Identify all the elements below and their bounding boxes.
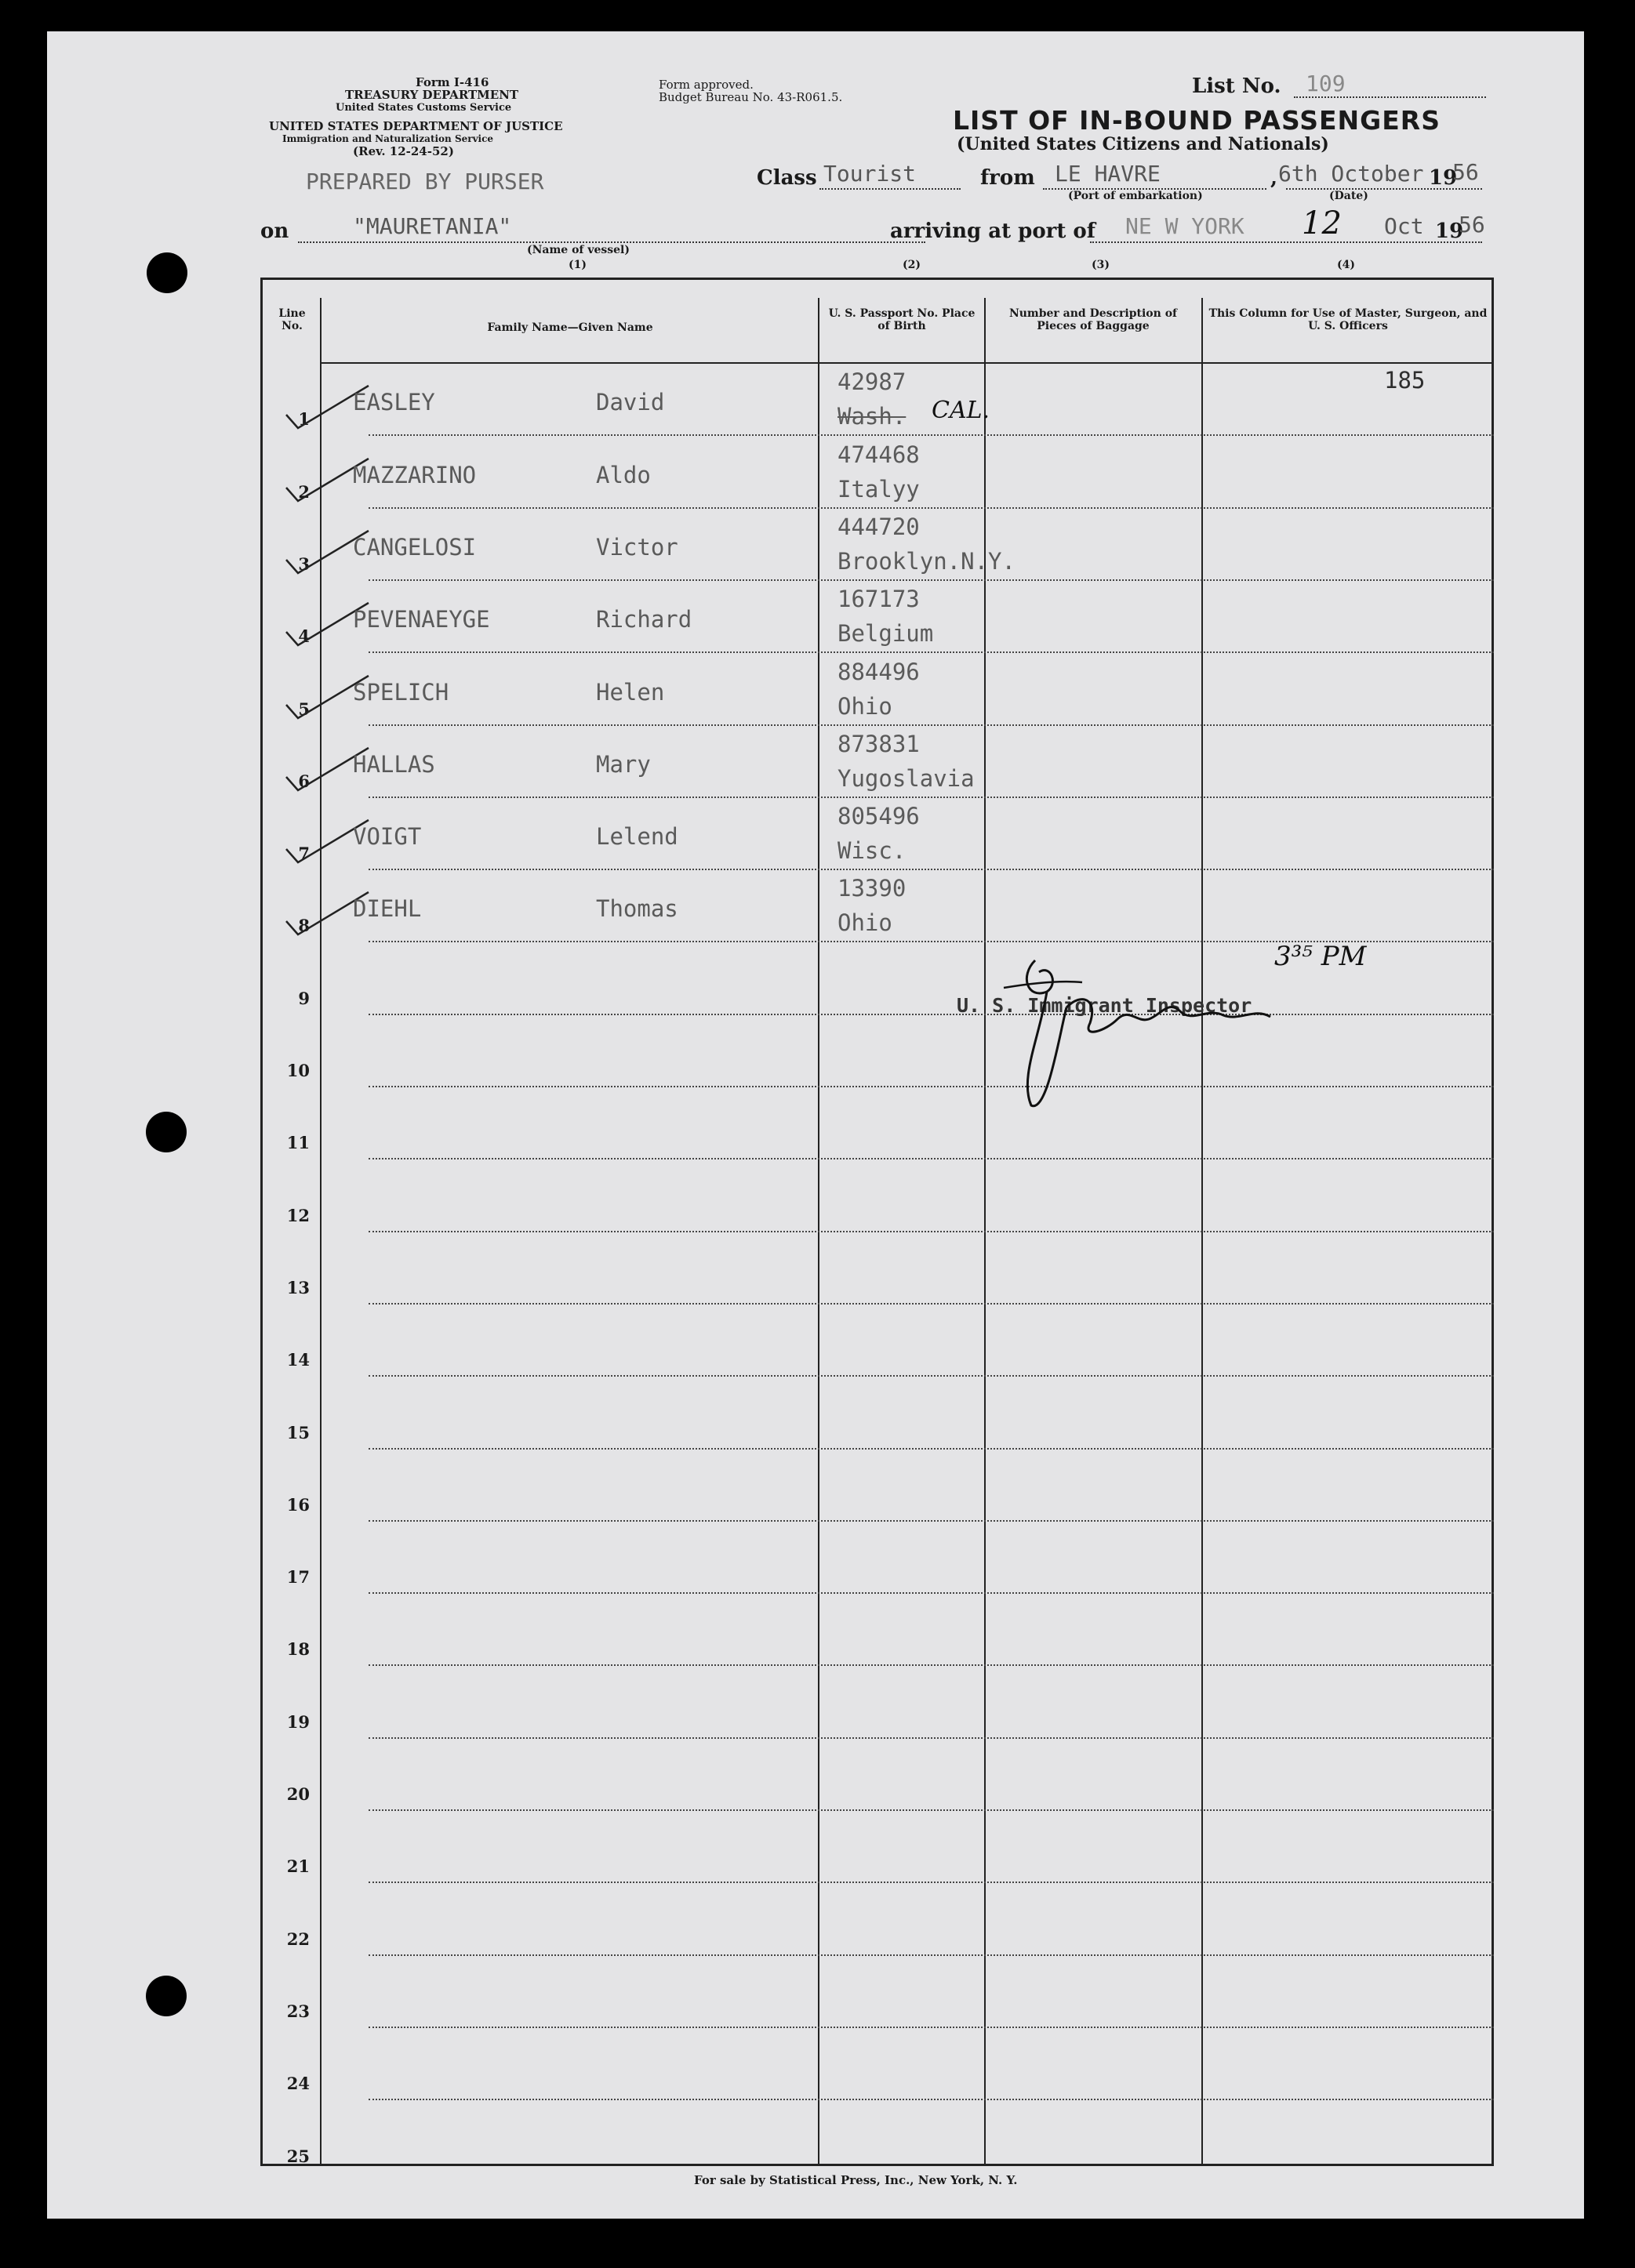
arriving-label: arriving at port of xyxy=(890,220,1095,243)
family-name: SPELICH xyxy=(353,678,449,706)
row-rule xyxy=(369,434,1494,436)
passport-number: 444720 xyxy=(837,513,920,540)
justice-dept: UNITED STATES DEPARTMENT OF JUSTICE xyxy=(269,119,563,133)
place-of-birth: Brooklyn.N.Y. xyxy=(837,547,1016,575)
treasury-dept: TREASURY DEPARTMENT xyxy=(345,88,519,102)
comma: , xyxy=(1270,166,1278,190)
row-rule xyxy=(369,1520,1494,1522)
passport-number: 474468 xyxy=(837,441,920,468)
line-number: 5 xyxy=(298,699,310,719)
given-name: Mary xyxy=(596,750,651,778)
line-number: 24 xyxy=(286,2074,310,2094)
row-rule xyxy=(369,797,1494,798)
embark-caption: (Port of embarkation) xyxy=(1068,190,1203,202)
line-number: 2 xyxy=(298,481,310,502)
row-rule xyxy=(369,651,1494,653)
list-no-value: 109 xyxy=(1306,71,1346,96)
line-number: 25 xyxy=(286,2146,310,2166)
line-number: 11 xyxy=(286,1133,310,1153)
footer-imprint: For sale by Statistical Press, Inc., New York, N. Y. xyxy=(694,2173,1018,2187)
on-label: on xyxy=(260,220,289,243)
place-of-birth: Ohio xyxy=(837,909,892,937)
line-number: 19 xyxy=(286,1711,310,1732)
inspection-time: 3³⁵ PM xyxy=(1274,941,1367,972)
line-number: 22 xyxy=(286,1929,310,1949)
given-name: Thomas xyxy=(596,895,678,923)
line-number: 16 xyxy=(286,1494,310,1515)
punch-hole-middle xyxy=(146,1112,187,1152)
customs-service: United States Customs Service xyxy=(336,102,512,114)
place-of-birth: Ohio xyxy=(837,692,892,720)
birth-correction: CAL. xyxy=(932,397,990,425)
row-rule xyxy=(369,1954,1494,1956)
passport-number: 42987 xyxy=(837,368,907,396)
line-number: 1 xyxy=(298,409,310,430)
date-caption: (Date) xyxy=(1329,190,1368,202)
family-name: VOIGT xyxy=(353,823,422,851)
given-name: Aldo xyxy=(596,461,651,488)
col1-number: (1) xyxy=(569,259,587,271)
col4-number: (4) xyxy=(1337,259,1355,271)
punch-hole-bottom xyxy=(146,1976,187,2016)
family-name: PEVENAEYGE xyxy=(353,606,490,633)
col-passport: U. S. Passport No. Place of Birth xyxy=(828,307,976,332)
form-number: Form I-416 xyxy=(416,75,489,89)
place-of-birth: Wisc. xyxy=(837,837,907,865)
passport-number: 873831 xyxy=(837,730,920,757)
family-name: CANGELOSI xyxy=(353,533,477,561)
col-baggage: Number and Description of Pieces of Baggage xyxy=(1008,307,1178,332)
arrival-year-typed: 56 xyxy=(1459,212,1485,238)
officer-note: 185 xyxy=(1384,367,1426,394)
line-number: 13 xyxy=(286,1277,310,1297)
date-year-print: 19 xyxy=(1429,166,1458,190)
row-rule xyxy=(369,2099,1494,2100)
row-rule xyxy=(369,1737,1494,1739)
from-value: LE HAVRE xyxy=(1055,161,1161,187)
ins-service: Immigration and Naturalization Service xyxy=(282,133,494,144)
manifest-subtitle: (United States Citizens and Nationals) xyxy=(957,134,1329,154)
family-name: HALLAS xyxy=(353,750,435,778)
row-rule xyxy=(369,869,1494,870)
row-rule xyxy=(369,2027,1494,2028)
line-number: 10 xyxy=(286,1061,310,1080)
col-name: Family Name—Given Name xyxy=(487,321,653,334)
place-of-birth: Belgium xyxy=(837,620,934,648)
place-of-birth: Yugoslavia xyxy=(837,764,975,792)
rev-date: (Rev. 12-24-52) xyxy=(353,144,454,158)
row-rule xyxy=(369,579,1494,581)
line-number: 15 xyxy=(286,1422,310,1442)
line-number: 21 xyxy=(286,1856,310,1877)
line-number: 6 xyxy=(298,771,310,791)
row-rule xyxy=(369,724,1494,726)
row-rule xyxy=(369,1882,1494,1883)
col3-number: (3) xyxy=(1092,259,1110,271)
departure-date: 6th October xyxy=(1278,161,1424,187)
line-number: 20 xyxy=(286,1784,310,1804)
manifest-page xyxy=(47,31,1584,2219)
line-number: 23 xyxy=(286,2001,310,2021)
line-number: 3 xyxy=(298,553,310,574)
line-number: 18 xyxy=(286,1639,310,1660)
row-rule xyxy=(369,1303,1494,1305)
given-name: Lelend xyxy=(596,823,678,851)
line-number: 12 xyxy=(286,1205,310,1225)
arrival-year-print: 19 xyxy=(1435,220,1464,243)
row-rule xyxy=(369,1158,1494,1159)
vessel-caption: (Name of vessel) xyxy=(527,244,630,256)
line-number: 14 xyxy=(286,1350,310,1370)
family-name: MAZZARINO xyxy=(353,461,477,488)
date-year-typed: 56 xyxy=(1452,159,1479,185)
family-name: EASLEY xyxy=(353,389,435,416)
row-rule xyxy=(369,1809,1494,1811)
line-number: 8 xyxy=(298,916,310,936)
col2-number: (2) xyxy=(903,259,921,271)
row-rule xyxy=(369,1592,1494,1594)
row-rule xyxy=(369,1375,1494,1377)
given-name: Helen xyxy=(596,678,665,706)
line-number: 4 xyxy=(298,626,310,647)
arrival-day: 12 xyxy=(1302,205,1342,241)
passport-number: 13390 xyxy=(837,875,907,902)
from-label: from xyxy=(980,166,1035,190)
row-rule xyxy=(369,1664,1494,1666)
line-number: 17 xyxy=(286,1567,310,1588)
punch-hole-top xyxy=(147,252,187,293)
list-no-label: List No. xyxy=(1192,74,1281,98)
arrival-port: NE W YORK xyxy=(1125,213,1244,239)
line-number: 9 xyxy=(298,988,310,1008)
passport-number: 805496 xyxy=(837,803,920,830)
prepared-by: PREPARED BY PURSER xyxy=(306,169,544,194)
inspector-stamp: U. S. Immigrant Inspector xyxy=(957,994,1252,1017)
row-rule xyxy=(369,1231,1494,1232)
given-name: David xyxy=(596,389,665,416)
family-name: DIEHL xyxy=(353,895,422,923)
given-name: Richard xyxy=(596,606,692,633)
manifest-title: LIST OF IN-BOUND PASSENGERS xyxy=(953,105,1441,136)
budget-bureau: Budget Bureau No. 43-R061.5. xyxy=(659,90,843,104)
place-of-birth: Italyy xyxy=(837,475,920,503)
form-approved: Form approved. xyxy=(659,78,754,92)
passport-number: 884496 xyxy=(837,658,920,685)
class-label: Class xyxy=(757,166,817,190)
given-name: Victor xyxy=(596,533,678,561)
line-number: 7 xyxy=(298,844,310,864)
col-officers: This Column for Use of Master, Surgeon, and U. S. Officers xyxy=(1208,307,1488,332)
place-of-birth: Wash. xyxy=(837,403,907,430)
class-value: Tourist xyxy=(823,161,917,187)
row-rule xyxy=(369,1448,1494,1450)
row-rule xyxy=(369,507,1494,509)
passport-number: 167173 xyxy=(837,586,920,613)
arrival-month: Oct xyxy=(1384,213,1424,239)
vessel-value: "MAURETANIA" xyxy=(353,213,512,239)
col-line-no: Line No. xyxy=(278,307,306,332)
